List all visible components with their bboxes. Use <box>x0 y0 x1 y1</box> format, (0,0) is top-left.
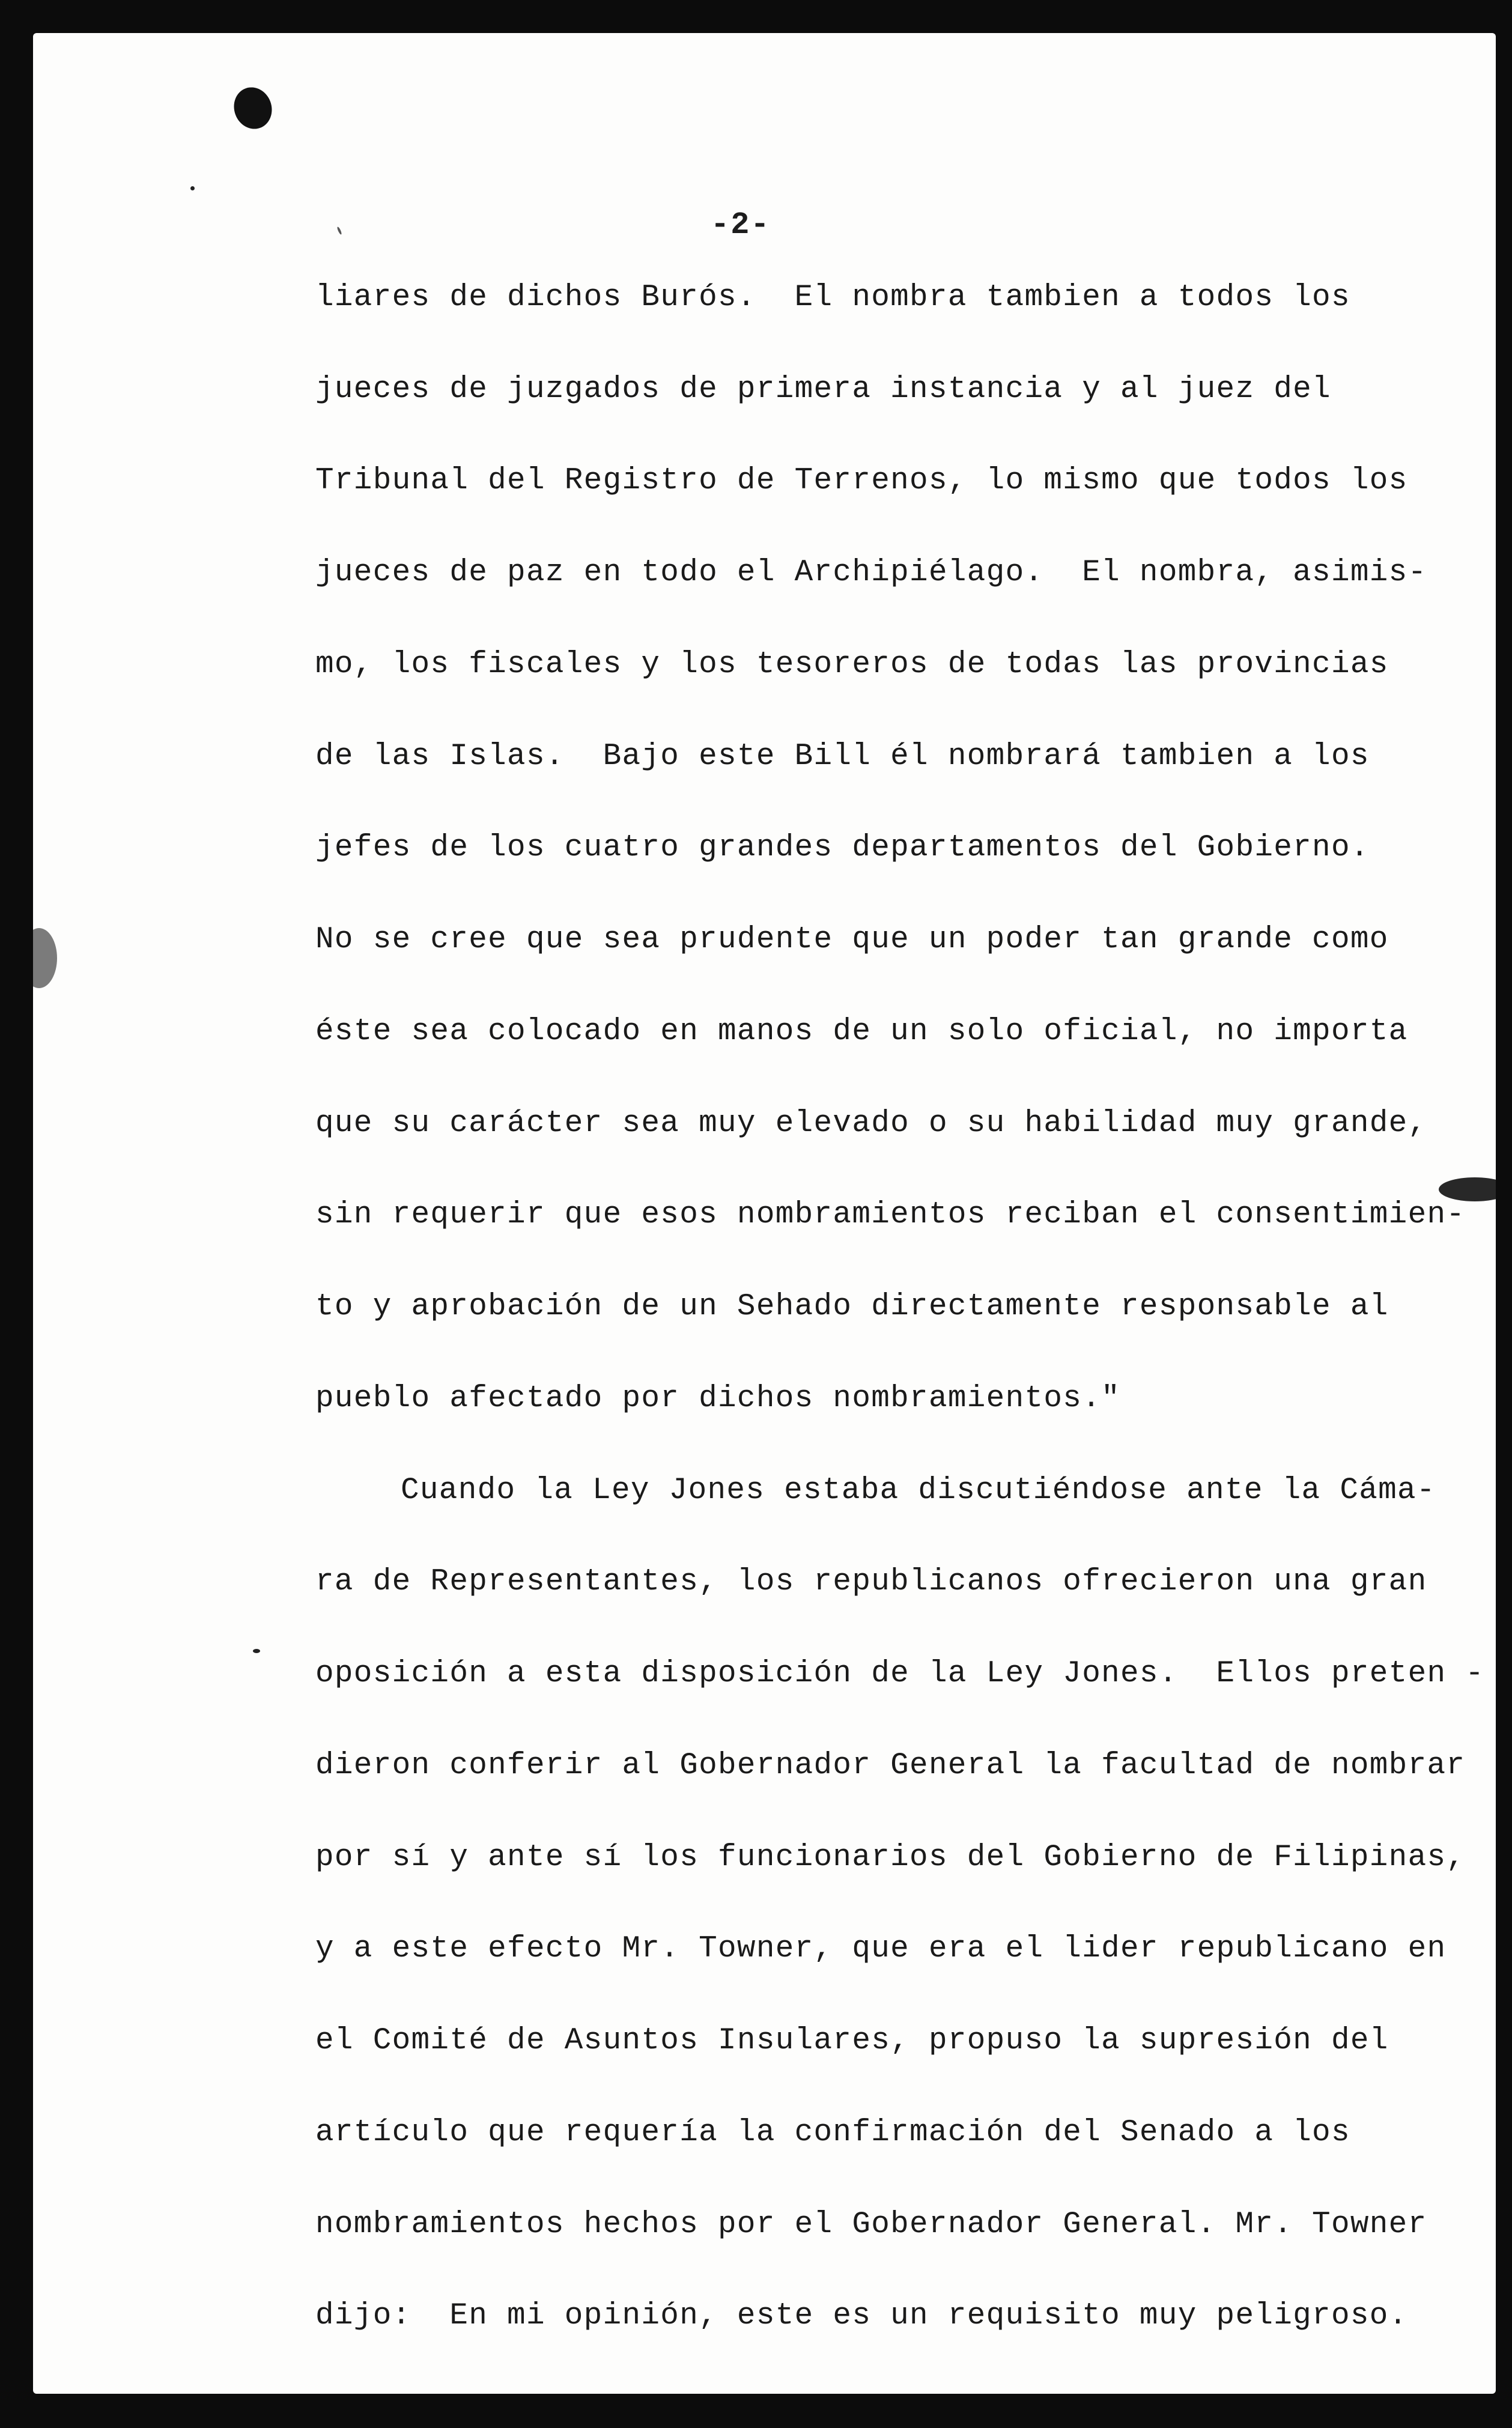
document-body <box>33 33 1496 2394</box>
text-line: y a este efecto Mr. Towner, que era el lider republicano en <box>315 1932 1447 1966</box>
text-line: mo, los fiscales y los tesoreros de todas las provincias <box>315 648 1389 682</box>
text-line: sin requerir que esos nombramientos reciban el consentimien- <box>315 1198 1466 1232</box>
text-line: dieron conferir al Gobernador General la facultad de nombrar <box>315 1749 1466 1783</box>
text-line: liares de dichos Burós. El nombra tambien a todos los <box>315 281 1350 315</box>
document-page <box>33 33 1496 2394</box>
text-line: artículo que requería la confirmación del Senado a los <box>315 2116 1350 2150</box>
text-line: oposición a esta disposición de la Ley Jones. Ellos preten - <box>315 1657 1485 1691</box>
text-line: éste sea colocado en manos de un solo oficial, no importa <box>315 1015 1408 1049</box>
text-line: jueces de juzgados de primera instancia y al juez del <box>315 372 1331 407</box>
text-line: Tribunal del Registro de Terrenos, lo mismo que todos los <box>315 464 1408 498</box>
text-line: de las Islas. Bajo este Bill él nombrará tambien a los <box>315 739 1370 774</box>
paragraph-start-line: Cuando la Ley Jones estaba discutiéndose ante la Cáma- <box>401 1473 1436 1508</box>
text-line: dijo: En mi opinión, este es un requisito muy peligroso. <box>315 2299 1408 2333</box>
text-line: que su carácter sea muy elevado o su habilidad muy grande, <box>315 1106 1427 1141</box>
text-line: nombramientos hechos por el Gobernador General. Mr. Towner <box>315 2208 1427 2242</box>
text-line: por sí y ante sí los funcionarios del Gobierno de Filipinas, <box>315 1841 1466 1875</box>
text-line: jefes de los cuatro grandes departamentos del Gobierno. <box>315 831 1370 865</box>
text-line: jueces de paz en todo el Archipiélago. El nombra, asimis- <box>315 556 1427 590</box>
text-line: No se cree que sea prudente que un poder tan grande como <box>315 923 1389 957</box>
text-line: el Comité de Asuntos Insulares, propuso la supresión del <box>315 2024 1389 2058</box>
text-line: pueblo afectado por dichos nombramientos." <box>315 1382 1121 1416</box>
text-line: ra de Representantes, los republicanos ofrecieron una gran <box>315 1565 1427 1599</box>
text-line: to y aprobación de un Sehado directamente responsable al <box>315 1290 1389 1324</box>
page-number: -2- <box>711 207 771 243</box>
